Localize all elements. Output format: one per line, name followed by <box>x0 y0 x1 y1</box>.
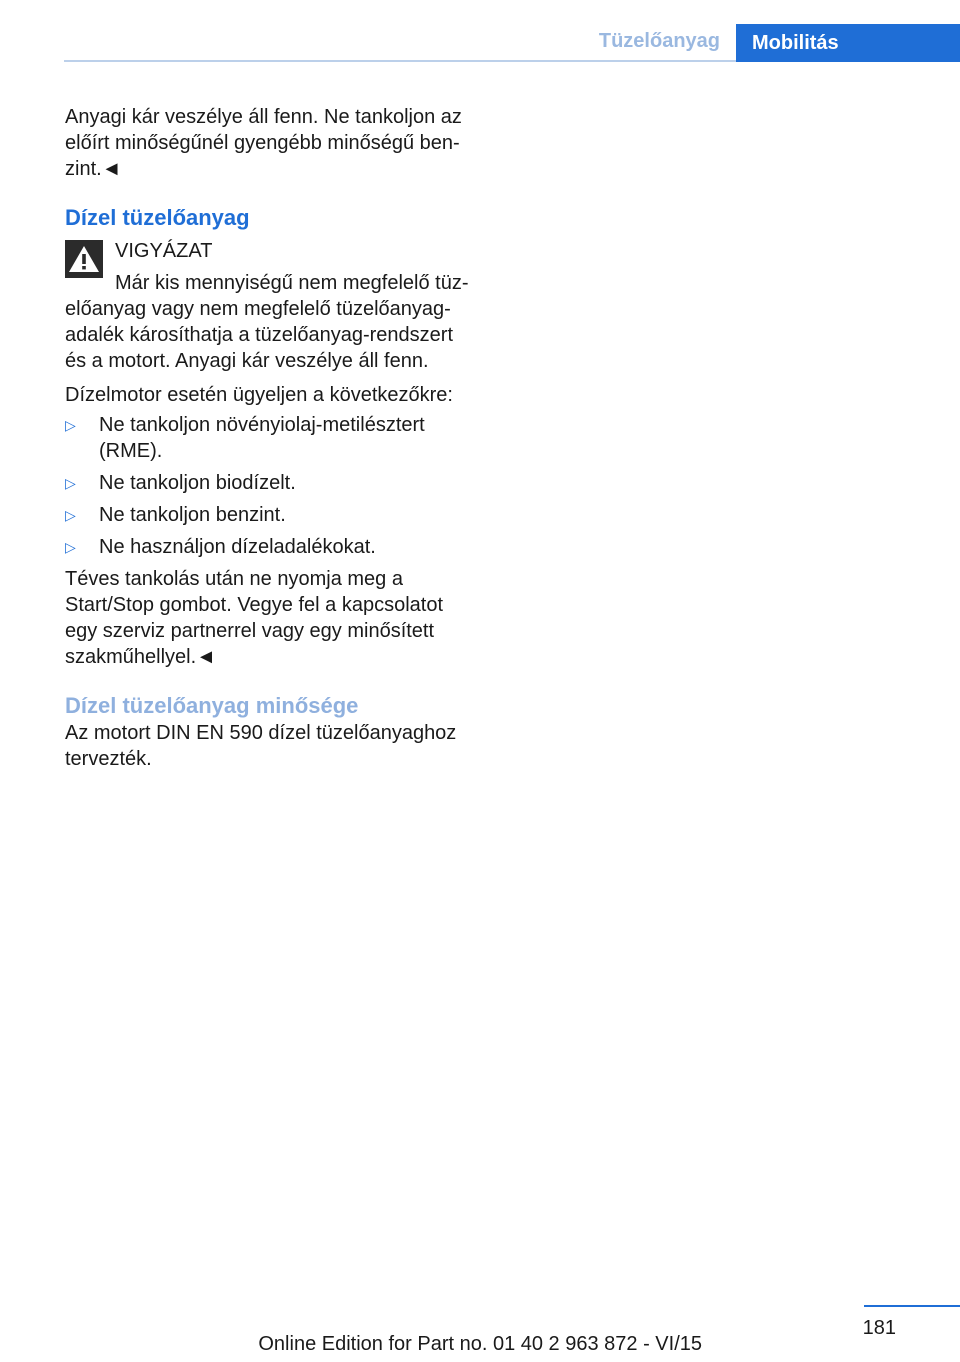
intro-paragraph: Anyagi kár veszélye áll fenn. Ne tankoljon az előírt minőségűnél gyengébb minőségű benzint.◄ <box>65 106 462 180</box>
list-item: ▷ Ne használjon dízeladalékokat. <box>65 536 376 558</box>
misfuel-paragraph: Téves tankolás után ne nyomja meg a Start/Stop gombot. Vegye fel a kapcsolatot egy szerviz partnerrel vagy egy minősített szakműhellyel.◄ <box>65 568 444 668</box>
heading-diesel-quality: Dízel tüzelőanyag minősége <box>65 693 359 718</box>
footer-edition: Online Edition for Part no. 01 40 2 963 872 - VI/15 <box>258 1333 702 1355</box>
list-item: ▷ Ne tankoljon benzint. <box>65 504 286 526</box>
warning-block <box>65 238 477 374</box>
list-item: ▷ Ne tankoljon növényiolaj-metilésztert (RME). <box>65 414 425 462</box>
quality-paragraph: Az motort DIN EN 590 dízel tüzelőanyaghoz tervezték. <box>65 722 457 770</box>
warning-label: VIGYÁZAT <box>115 240 213 262</box>
footer-rule <box>864 1305 960 1307</box>
list-item: ▷ Ne tankoljon biodízelt. <box>65 472 296 494</box>
warning-text: Már kis mennyiségű nem megfelelő tüzelőanyag vagy nem megfelelő tüzelőanyag-adalék károsíthatja a tüzelőanyag-rendszert és a motort. Anyagi kár veszélye áll fenn. <box>65 272 469 372</box>
page-number: 181 <box>862 1317 896 1339</box>
triangle-bullet-icon: ▷ <box>65 539 76 555</box>
warning-triangle-icon <box>65 240 103 278</box>
triangle-bullet-icon: ▷ <box>65 507 76 523</box>
header-section-title: Tüzelőanyag <box>598 30 720 52</box>
triangle-bullet-icon: ▷ <box>65 475 76 491</box>
diesel-lead: Dízelmotor esetén ügyeljen a következőkre: <box>65 384 453 406</box>
heading-diesel-fuel: Dízel tüzelőanyag <box>65 205 250 230</box>
header-chapter-tab: Mobilitás <box>736 24 960 62</box>
main-column <box>65 104 477 772</box>
diesel-bullet-list <box>65 412 477 560</box>
triangle-bullet-icon: ▷ <box>65 417 76 433</box>
